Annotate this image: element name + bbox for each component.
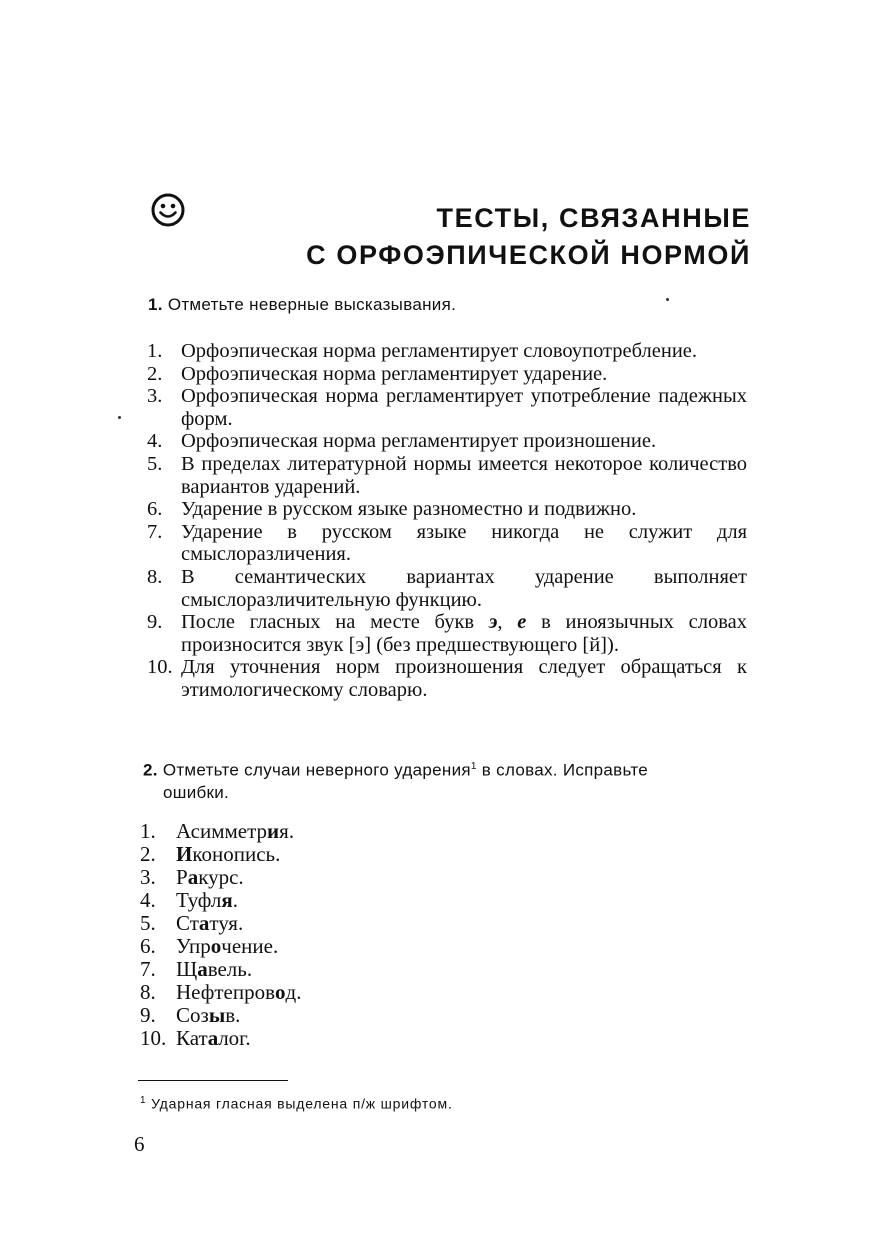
list-item: 4. Туфля. xyxy=(140,888,238,912)
task-1-text: Отметьте неверные высказывания. xyxy=(167,295,457,314)
footnote-divider xyxy=(138,1080,288,1081)
scan-speck xyxy=(118,416,121,419)
footnote xyxy=(140,1095,453,1112)
task-1-list xyxy=(147,340,747,702)
list-item: 7. Щавель. xyxy=(140,957,253,981)
page-title xyxy=(306,200,751,274)
scan-speck xyxy=(666,298,669,301)
task-1-heading xyxy=(148,294,456,316)
list-item: 6. Упрочение. xyxy=(140,934,279,958)
task-1-number: 1. xyxy=(148,295,163,314)
list-item: 4. Орфоэпическая норма регламентирует произношение. xyxy=(147,430,657,453)
page-number: 6 xyxy=(134,1132,145,1156)
title-line-1: ТЕСТЫ, СВЯЗАННЫЕ xyxy=(436,203,751,233)
list-item: 7. Ударение в русском языке никогда не служит для смыслоразличения. xyxy=(147,520,747,566)
footnote-text: Ударная гласная выделена п/ж шрифтом. xyxy=(151,1095,453,1112)
list-item: 5. Статуя. xyxy=(140,911,244,935)
list-item: 5. В пределах литературной нормы имеется некоторое количество вариантов ударений. xyxy=(147,452,747,498)
task-2-number: 2. xyxy=(143,760,158,780)
list-item: 10. Каталог. xyxy=(140,1026,251,1050)
list-item: 8. Нефтепровод. xyxy=(140,980,302,1004)
list-item: 10. Для уточнения норм произношения следует обращаться к этимологическому словарю. xyxy=(147,656,747,701)
task-2-list xyxy=(140,820,540,1050)
list-item: 2. Орфоэпическая норма регламентирует ударение. xyxy=(147,362,608,385)
footnote-ref: 1 xyxy=(470,761,477,772)
list-item: 1. Орфоэпическая норма регламентирует словоупотребление. xyxy=(147,340,698,362)
list-item: 6. Ударение в русском языке разноместно и подвижно. xyxy=(147,498,637,521)
footnote-mark: 1 xyxy=(140,1095,147,1106)
list-item: 2. Иконопись. xyxy=(140,842,281,866)
list-item: 1. Асимметрия. xyxy=(140,819,295,843)
list-item: 8. В семантических вариантах ударение выполняет смыслоразличительную функцию. xyxy=(147,565,747,611)
list-item: 9. Созыв. xyxy=(140,1003,241,1027)
title-line-2: С ОРФОЭПИЧЕСКОЙ НОРМОЙ xyxy=(306,240,751,270)
list-item: 3. Ракурс. xyxy=(140,865,244,889)
task-2-heading: 2. Отметьте случаи неверного ударения$^1$ в словах. Исправьте ошибки. xyxy=(143,760,648,802)
smiley-face-icon xyxy=(150,192,186,228)
list-item: 3. Орфоэпическая норма регламентирует употребление падежных форм. xyxy=(147,385,747,430)
list-item: 9. После гласных на месте букв э, е в иноязычных словах произносится звук [э] (без предшествующего [й]). xyxy=(147,611,747,656)
